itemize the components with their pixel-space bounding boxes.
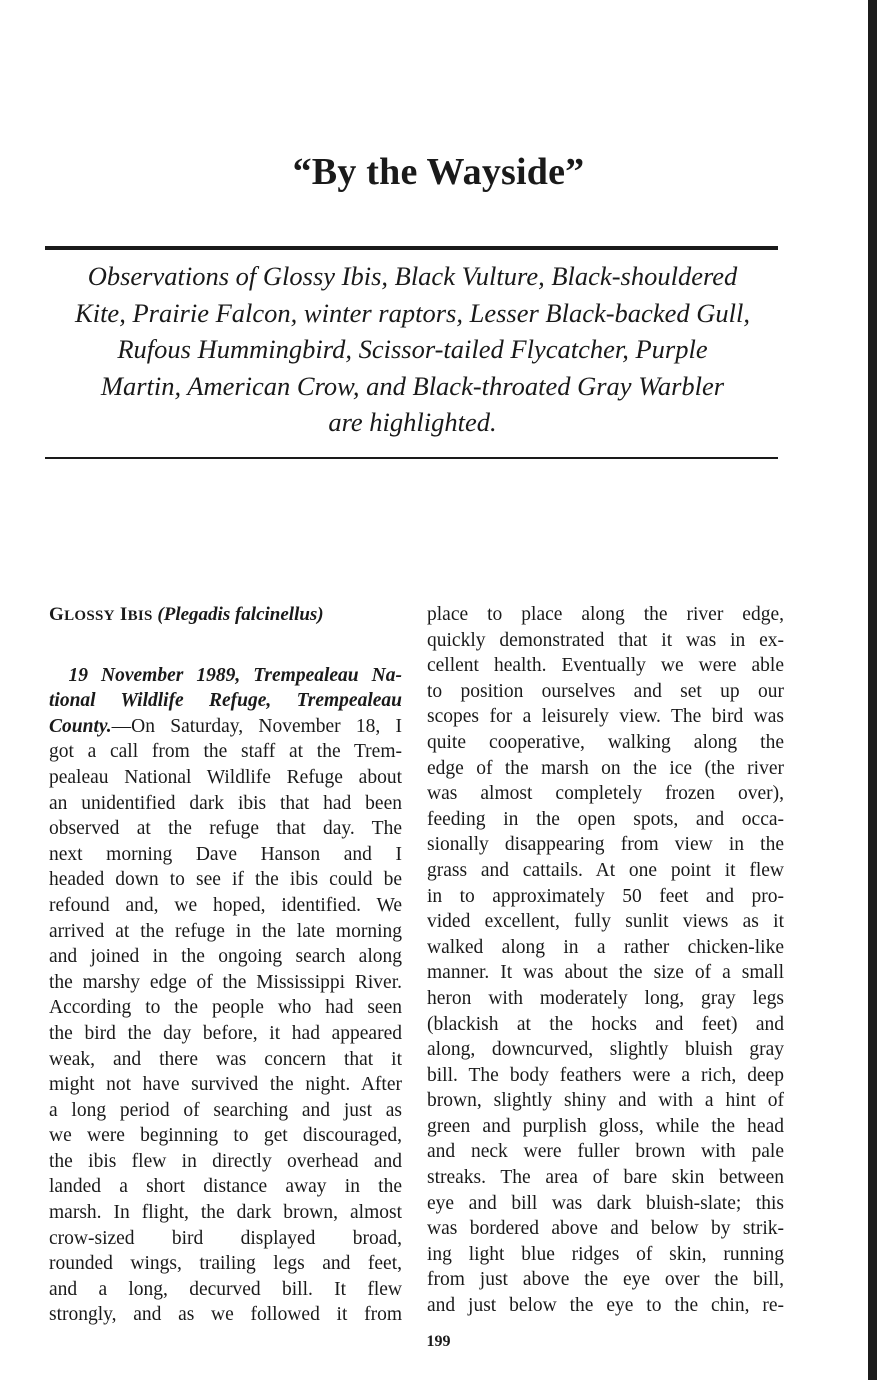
- body-line: got a call from the staff at the Trem-: [49, 741, 402, 763]
- body-line: heron with moderately long, gray legs: [427, 987, 784, 1009]
- body-line: and just below the eye to the chin, re-: [427, 1295, 784, 1317]
- body-line: manner. It was about the size of a small: [427, 962, 784, 984]
- body-line: cellent health. Eventually we were able: [427, 655, 784, 677]
- heading-gap: [49, 628, 402, 663]
- body-line: place to place along the river edge,: [427, 604, 784, 625]
- subtitle-line: Rufous Hummingbird, Scissor-tailed Flycatcher, Purple: [117, 334, 708, 364]
- body-line: weak, and there was concern that it: [49, 1048, 402, 1070]
- body-line: scopes for a leisurely view. The bird was: [427, 706, 784, 728]
- body-line: from just above the eye over the bill,: [427, 1269, 784, 1291]
- body-line: ing light blue ridges of skin, running: [427, 1243, 784, 1265]
- body-line: might not have survived the night. After: [49, 1074, 402, 1096]
- body-line: an unidentified dark ibis that had been: [49, 792, 402, 814]
- body-line: eye and bill was dark bluish-slate; this: [427, 1192, 784, 1214]
- body-line: observed at the refuge that day. The: [49, 818, 402, 840]
- body-line: and neck were fuller brown with pale: [427, 1141, 784, 1163]
- body-line: was bordered above and below by strik-: [427, 1218, 784, 1240]
- article-title: “By the Wayside”: [292, 151, 585, 193]
- entry-place-line: tional Wildlife Refuge, Trempealeau: [49, 690, 402, 712]
- body-line: (blackish at the hocks and feet) and: [427, 1013, 784, 1035]
- body-line: to position ourselves and set up our: [427, 680, 784, 702]
- body-line: walked along in a rather chicken-like: [427, 936, 784, 958]
- page-number: 199: [426, 1333, 451, 1350]
- body-line: arrived at the refuge in the late morning: [49, 920, 402, 942]
- body-line: and joined in the ongoing search along: [49, 946, 402, 968]
- body-line: was almost completely frozen over),: [427, 783, 784, 805]
- page-edge-shadow: [868, 0, 877, 1380]
- body-line: quite cooperative, walking along the: [427, 731, 784, 753]
- body-line: the marshy edge of the Mississippi River.: [49, 971, 402, 993]
- body-line: headed down to see if the ibis could be: [49, 869, 402, 891]
- body-line: streaks. The area of bare skin between: [427, 1167, 784, 1189]
- subtitle-line: are highlighted.: [328, 407, 497, 437]
- article-subtitle: [40, 258, 785, 441]
- body-line: we were beginning to get discouraged,: [49, 1125, 402, 1147]
- body-line: the ibis flew in directly overhead and: [49, 1150, 402, 1172]
- section-heading: [49, 602, 402, 628]
- body-line: vided excellent, fully sunlit views as it: [427, 911, 784, 933]
- body-line: grass and cattails. At one point it flew: [427, 859, 784, 881]
- heading-species: GLOSSY IBIS: [49, 604, 153, 625]
- body-line: marsh. In flight, the dark brown, almost: [49, 1202, 402, 1224]
- entry-place-line: County.—On Saturday, November 18, I: [49, 715, 402, 737]
- body-line: along, downcurved, slightly bluish gray: [427, 1039, 784, 1061]
- right-column: [427, 602, 784, 1319]
- body-line: a long period of searching and just as: [49, 1099, 402, 1121]
- title-rule-thick: [45, 246, 778, 250]
- body-line: crow-sized bird displayed broad,: [49, 1227, 402, 1249]
- body-line: next morning Dave Hanson and I: [49, 843, 402, 865]
- entry-date-line: 19 November 1989, Trempealeau Na-: [68, 664, 402, 686]
- body-line: the bird the day before, it had appeared: [49, 1022, 402, 1044]
- body-line: landed a short distance away in the: [49, 1176, 402, 1198]
- heading-scientific-name: (Plegadis falcinellus): [157, 604, 324, 625]
- body-line: brown, slightly shiny and with a hint of: [427, 1090, 784, 1112]
- body-line: pealeau National Wildlife Refuge about: [49, 766, 402, 788]
- left-column: [49, 602, 402, 1328]
- subtitle-rule-thin: [45, 457, 778, 459]
- body-line: edge of the marsh on the ice (the river: [427, 757, 784, 779]
- body-line: green and purplish gloss, while the head: [427, 1115, 784, 1137]
- body-line: feeding in the open spots, and occa-: [427, 808, 784, 830]
- body-line: in to approximately 50 feet and pro-: [427, 885, 784, 907]
- subtitle-line: Kite, Prairie Falcon, winter raptors, Lesser Black-backed Gull,: [75, 297, 750, 328]
- body-line: and a long, decurved bill. It flew: [49, 1278, 402, 1300]
- body-line: quickly demonstrated that it was in ex-: [427, 629, 784, 651]
- body-line: strongly, and as we followed it from: [49, 1304, 402, 1326]
- body-line: bill. The body feathers were a rich, deep: [427, 1064, 784, 1086]
- subtitle-line: Observations of Glossy Ibis, Black Vulture, Black-shouldered: [87, 261, 738, 291]
- body-line: According to the people who had seen: [49, 997, 402, 1019]
- body-line: rounded wings, trailing legs and feet,: [49, 1253, 402, 1275]
- body-line: sionally disappearing from view in the: [427, 834, 784, 856]
- subtitle-line: Martin, American Crow, and Black-throated Gray Warbler: [100, 370, 725, 401]
- body-line: refound and, we hoped, identified. We: [49, 894, 402, 916]
